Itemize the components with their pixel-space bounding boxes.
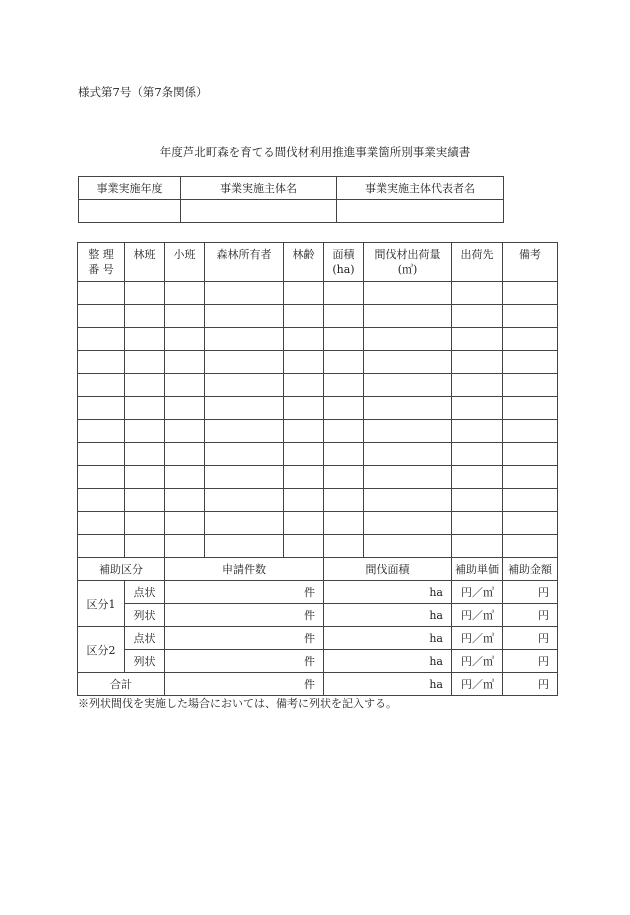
table-cell[interactable] [205,282,284,305]
table-cell[interactable] [78,397,125,420]
table-cell[interactable] [165,466,205,489]
table-cell[interactable] [125,305,165,328]
table-cell[interactable] [503,420,558,443]
total-row [78,673,558,696]
table-row [78,420,558,443]
table-cell[interactable] [205,489,284,512]
total-label: 合計 [78,673,165,696]
count-cell[interactable]: 件 [165,604,324,627]
table-cell[interactable] [324,305,364,328]
total-unit-price-cell[interactable]: 円／㎥ [452,673,503,696]
table-cell[interactable] [452,351,503,374]
table-cell[interactable] [125,535,165,558]
table-cell[interactable] [205,397,284,420]
table-cell[interactable] [452,305,503,328]
category-1-label: 区分1 [78,581,125,627]
table-cell[interactable] [452,397,503,420]
header-serial-number: 整 理 番 号 [78,243,125,282]
footnote: ※列状間伐を実施した場合においては、備考に列状を記入する。 [78,697,397,710]
summary-row [78,650,558,673]
table-cell[interactable] [452,512,503,535]
table-cell[interactable] [452,420,503,443]
table-cell[interactable] [125,351,165,374]
total-area-cell[interactable]: ha [324,673,452,696]
unit-price-cell[interactable]: 円／㎥ [452,581,503,604]
table-cell[interactable] [125,512,165,535]
table-row [78,535,558,558]
table-row [78,282,558,305]
table-cell[interactable] [364,512,452,535]
table-cell[interactable] [78,443,125,466]
header-subsidy-category: 補助区分 [78,558,165,581]
unit-price-cell[interactable]: 円／㎥ [452,627,503,650]
table-cell[interactable] [503,443,558,466]
header-implementer-name: 事業実施主体名 [181,177,337,200]
table-cell[interactable] [284,374,324,397]
table-cell[interactable] [125,328,165,351]
summary-row [78,604,558,627]
area-cell[interactable]: ha [324,627,452,650]
table-cell[interactable] [364,489,452,512]
table-row [78,328,558,351]
table-cell[interactable] [503,282,558,305]
results-table [77,242,558,696]
implementer-name-cell[interactable] [181,200,337,223]
representative-name-cell[interactable] [337,200,504,223]
table-cell[interactable] [284,443,324,466]
table-cell[interactable] [284,351,324,374]
table-cell[interactable] [364,443,452,466]
table-cell[interactable] [125,466,165,489]
table-cell[interactable] [78,489,125,512]
table-cell[interactable] [503,374,558,397]
table-cell[interactable] [78,328,125,351]
table-cell[interactable] [503,489,558,512]
table-cell[interactable] [165,305,205,328]
table-row [78,489,558,512]
table-cell[interactable] [452,328,503,351]
table-cell[interactable] [78,535,125,558]
table-cell[interactable] [125,443,165,466]
header-shipment-volume: 間伐材出荷量 (㎥) [364,243,452,282]
table-cell[interactable] [284,466,324,489]
table-cell[interactable] [503,397,558,420]
table-row [78,512,558,535]
table-cell[interactable] [125,397,165,420]
type-row-label: 列状 [125,604,165,627]
table-cell[interactable] [503,305,558,328]
amount-cell[interactable]: 円 [503,581,558,604]
table-cell[interactable] [165,351,205,374]
type-spot-label: 点状 [125,581,165,604]
table-cell[interactable] [284,512,324,535]
table-cell[interactable] [364,466,452,489]
area-cell[interactable]: ha [324,604,452,627]
header-unit-price: 補助単価 [452,558,503,581]
table-cell[interactable] [284,489,324,512]
count-cell[interactable]: 件 [165,650,324,673]
table-cell[interactable] [78,351,125,374]
form-number-label: 様式第7号（第7条関係） [78,85,208,99]
table-cell[interactable] [364,420,452,443]
table-cell[interactable] [364,351,452,374]
table-cell[interactable] [165,282,205,305]
table-cell[interactable] [452,466,503,489]
header-sub-compartment: 小班 [165,243,205,282]
area-cell[interactable]: ha [324,581,452,604]
amount-cell[interactable]: 円 [503,627,558,650]
table-cell[interactable] [452,374,503,397]
table-cell[interactable] [364,535,452,558]
type-row-label: 列状 [125,650,165,673]
table-cell[interactable] [165,443,205,466]
count-cell[interactable]: 件 [165,627,324,650]
table-cell[interactable] [205,420,284,443]
table-cell[interactable] [452,489,503,512]
header-forest-age: 林齢 [284,243,324,282]
table-cell[interactable] [284,328,324,351]
header-area: 面積 (ha) [324,243,364,282]
results-header-row [78,243,558,282]
amount-cell[interactable]: 円 [503,604,558,627]
table-row [78,397,558,420]
table-cell[interactable] [284,420,324,443]
table-cell[interactable] [165,535,205,558]
document-title: 年度芦北町森を育てる間伐材利用推進事業箇所別事業実績書 [159,145,471,159]
data-rows [78,282,558,558]
header-remarks: 備考 [503,243,558,282]
table-cell[interactable] [452,535,503,558]
summary-row [78,581,558,604]
table-cell[interactable] [324,397,364,420]
table-cell[interactable] [78,512,125,535]
header-forest-compartment: 林班 [125,243,165,282]
table-cell[interactable] [452,282,503,305]
table-cell[interactable] [503,512,558,535]
table-cell[interactable] [78,374,125,397]
table-cell[interactable] [165,489,205,512]
table-cell[interactable] [165,328,205,351]
header-destination: 出荷先 [452,243,503,282]
count-cell[interactable]: 件 [165,581,324,604]
header-subsidy-amount: 補助金額 [503,558,558,581]
table-cell[interactable] [205,328,284,351]
table-cell[interactable] [125,489,165,512]
unit-price-cell[interactable]: 円／㎥ [452,650,503,673]
table-cell[interactable] [205,466,284,489]
header-fiscal-year: 事業実施年度 [79,177,181,200]
table-cell[interactable] [125,282,165,305]
table-cell[interactable] [324,282,364,305]
header-application-count: 申請件数 [165,558,324,581]
table-cell[interactable] [284,535,324,558]
amount-cell[interactable]: 円 [503,650,558,673]
table-cell[interactable] [324,466,364,489]
table-cell[interactable] [165,397,205,420]
table-cell[interactable] [205,374,284,397]
table-cell[interactable] [205,351,284,374]
table-cell[interactable] [205,535,284,558]
table-cell[interactable] [165,374,205,397]
table-cell[interactable] [324,512,364,535]
table-cell[interactable] [125,420,165,443]
table-row [78,351,558,374]
table-cell[interactable] [78,305,125,328]
table-cell[interactable] [364,397,452,420]
header-thinning-area: 間伐面積 [324,558,452,581]
table-cell[interactable] [165,512,205,535]
table-cell[interactable] [284,397,324,420]
total-count-cell[interactable]: 件 [165,673,324,696]
table-cell[interactable] [205,305,284,328]
header-representative-name: 事業実施主体代表者名 [337,177,504,200]
table-cell[interactable] [78,282,125,305]
table-cell[interactable] [205,443,284,466]
table-cell[interactable] [324,420,364,443]
table-cell[interactable] [284,282,324,305]
table-cell[interactable] [78,466,125,489]
table-cell[interactable] [324,489,364,512]
fiscal-year-cell[interactable] [79,200,181,223]
table-cell[interactable] [205,512,284,535]
table-cell[interactable] [503,466,558,489]
unit-price-cell[interactable]: 円／㎥ [452,604,503,627]
table-cell[interactable] [324,351,364,374]
project-info-table [78,176,504,223]
header-forest-owner: 森林所有者 [205,243,284,282]
table-cell[interactable] [364,305,452,328]
table-cell[interactable] [364,282,452,305]
table-cell[interactable] [125,374,165,397]
table-cell[interactable] [364,374,452,397]
area-cell[interactable]: ha [324,650,452,673]
table-row [78,443,558,466]
summary-row [78,627,558,650]
table-cell[interactable] [324,443,364,466]
table-cell[interactable] [503,328,558,351]
table-row [78,466,558,489]
table-cell[interactable] [324,328,364,351]
summary-header-row [78,558,558,581]
total-amount-cell[interactable]: 円 [503,673,558,696]
table-cell[interactable] [165,420,205,443]
category-2-label: 区分2 [78,627,125,673]
table-cell[interactable] [78,420,125,443]
table-row [78,374,558,397]
table-cell[interactable] [324,374,364,397]
type-spot-label: 点状 [125,627,165,650]
table-cell[interactable] [503,535,558,558]
table-cell[interactable] [364,328,452,351]
table-cell[interactable] [284,305,324,328]
table-cell[interactable] [324,535,364,558]
table-cell[interactable] [452,443,503,466]
table-row [78,305,558,328]
table-cell[interactable] [503,351,558,374]
